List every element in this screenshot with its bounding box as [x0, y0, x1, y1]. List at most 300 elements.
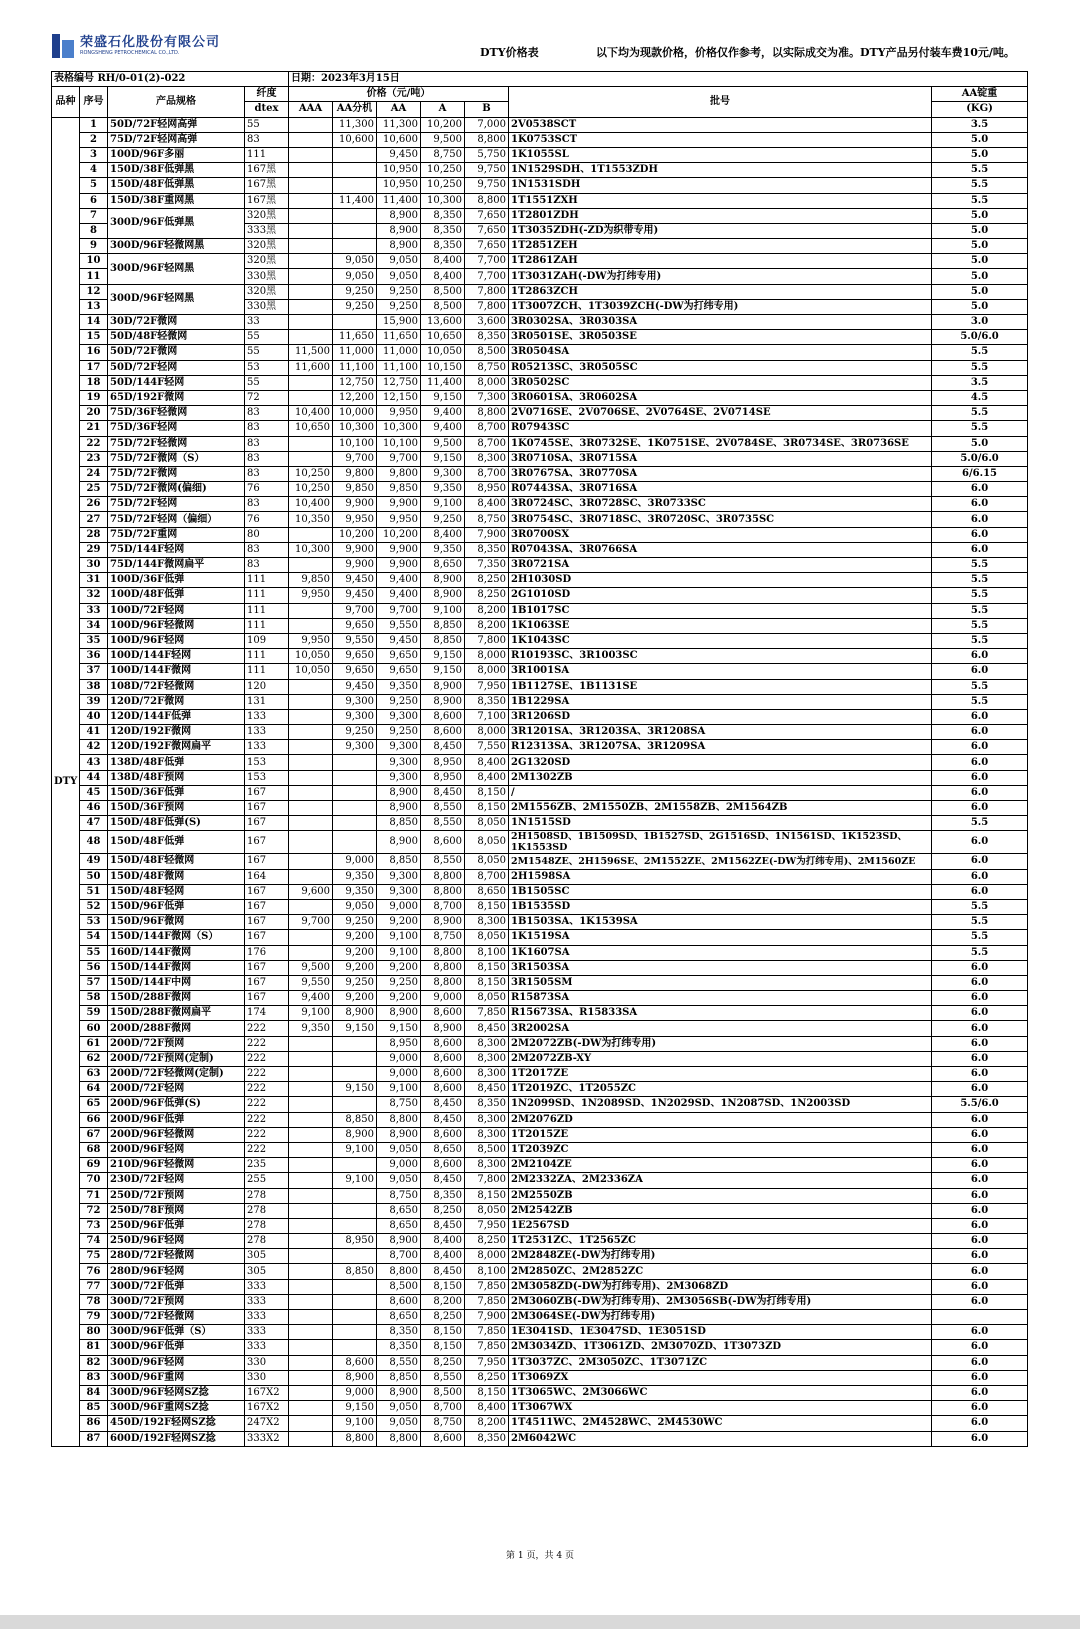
seq-cell: 26 — [80, 497, 108, 512]
dtex-cell: 222 — [245, 1067, 289, 1082]
table-row — [52, 1218, 1028, 1233]
spec-cell: 100D/36F低弹 — [108, 573, 245, 588]
aaa-cell — [289, 163, 333, 178]
table-row — [52, 740, 1028, 755]
seq-cell: 33 — [80, 603, 108, 618]
weight-cell: 6.0 — [932, 527, 1028, 542]
aa-split-cell: 9,900 — [333, 542, 377, 557]
spec-cell: 30D/72F微网 — [108, 315, 245, 330]
batch-cell: 1B1535SD — [509, 899, 932, 914]
b-cell: 8,300 — [465, 1067, 509, 1082]
a-cell: 13,600 — [421, 315, 465, 330]
b-cell: 7,550 — [465, 740, 509, 755]
spec-cell: 120D/192F微网扁平 — [108, 740, 245, 755]
dtex-cell: 247X2 — [245, 1416, 289, 1431]
batch-cell: 1T2861ZAH — [509, 254, 932, 269]
aa-split-cell — [333, 1310, 377, 1325]
aa-cell: 8,900 — [377, 1234, 421, 1249]
table-row — [52, 1249, 1028, 1264]
weight-cell: 6.0 — [932, 960, 1028, 975]
aa-split-cell: 11,000 — [333, 345, 377, 360]
aaa-cell — [289, 1203, 333, 1218]
aa-cell: 9,800 — [377, 466, 421, 481]
table-row — [52, 1203, 1028, 1218]
table-row — [52, 884, 1028, 899]
aa-cell: 8,600 — [377, 1294, 421, 1309]
aaa-cell — [289, 436, 333, 451]
a-cell: 8,250 — [421, 1203, 465, 1218]
batch-cell: 2V0716SE、2V0706SE、2V0764SE、2V0714SE — [509, 406, 932, 421]
dtex-cell: 55 — [245, 375, 289, 390]
batch-cell: 2M2072ZB-XY — [509, 1051, 932, 1066]
dtex-cell: 111 — [245, 649, 289, 664]
table-row — [52, 618, 1028, 633]
aa-cell: 9,650 — [377, 664, 421, 679]
aa-split-cell: 9,650 — [333, 618, 377, 633]
dtex-cell: 131 — [245, 694, 289, 709]
seq-cell: 16 — [80, 345, 108, 360]
weight-cell: 3.0 — [932, 315, 1028, 330]
b-cell: 7,350 — [465, 558, 509, 573]
batch-cell: 2G1010SD — [509, 588, 932, 603]
weight-cell: 5.5 — [932, 558, 1028, 573]
seq-cell: 83 — [80, 1370, 108, 1385]
aaa-cell — [289, 709, 333, 724]
table-row — [52, 801, 1028, 816]
batch-cell: 2M1548ZE、2H1596SE、2M1552ZE、2M1562ZE(-DW为打纬专用)、2M1560ZE — [509, 854, 932, 869]
spec-cell: 250D/96F轻网 — [108, 1234, 245, 1249]
b-cell: 8,800 — [465, 193, 509, 208]
aa-cell: 15,900 — [377, 315, 421, 330]
b-cell: 8,100 — [465, 945, 509, 960]
a-cell: 9,350 — [421, 482, 465, 497]
seq-cell: 2 — [80, 132, 108, 147]
dtex-cell: 320黑 — [245, 284, 289, 299]
weight-cell: 5.0 — [932, 284, 1028, 299]
aaa-cell — [289, 527, 333, 542]
weight-cell: 5.5 — [932, 915, 1028, 930]
col-aa: AA — [377, 102, 421, 117]
spec-cell: 150D/96F微网 — [108, 915, 245, 930]
aa-cell: 9,900 — [377, 497, 421, 512]
dtex-cell: 133 — [245, 740, 289, 755]
dtex-cell: 278 — [245, 1234, 289, 1249]
batch-cell: 1N1529SDH、1T1553ZDH — [509, 163, 932, 178]
dtex-cell: 53 — [245, 360, 289, 375]
b-cell: 7,000 — [465, 117, 509, 132]
aaa-cell: 10,050 — [289, 649, 333, 664]
b-cell: 8,950 — [465, 482, 509, 497]
weight-cell: 6.0 — [932, 1203, 1028, 1218]
aa-cell: 9,250 — [377, 975, 421, 990]
weight-cell: 5.5 — [932, 694, 1028, 709]
spec-cell: 108D/72F轻微网 — [108, 679, 245, 694]
a-cell: 9,150 — [421, 390, 465, 405]
dtex-cell: 167黑 — [245, 163, 289, 178]
aa-cell: 8,850 — [377, 854, 421, 869]
b-cell: 8,150 — [465, 1188, 509, 1203]
a-cell: 8,500 — [421, 299, 465, 314]
table-row — [52, 960, 1028, 975]
aa-split-cell: 9,350 — [333, 884, 377, 899]
seq-cell: 85 — [80, 1401, 108, 1416]
col-seq: 序号 — [80, 87, 108, 117]
weight-cell: 6.0 — [932, 1294, 1028, 1309]
b-cell: 8,400 — [465, 755, 509, 770]
spec-cell: 75D/72F微网（S） — [108, 451, 245, 466]
a-cell: 8,900 — [421, 694, 465, 709]
b-cell: 8,300 — [465, 1112, 509, 1127]
seq-cell: 19 — [80, 390, 108, 405]
weight-cell: 5.5 — [932, 633, 1028, 648]
b-cell: 8,300 — [465, 915, 509, 930]
weight-cell: 6.0 — [932, 1416, 1028, 1431]
seq-cell: 34 — [80, 618, 108, 633]
aa-cell: 8,900 — [377, 1006, 421, 1021]
table-row — [52, 1355, 1028, 1370]
weight-cell: 5.5 — [932, 360, 1028, 375]
batch-cell: 1T2019ZC、1T2055ZC — [509, 1082, 932, 1097]
dtex-cell: 111 — [245, 147, 289, 162]
batch-cell: 1T3037ZC、2M3050ZC、1T3071ZC — [509, 1355, 932, 1370]
dtex-cell: 55 — [245, 117, 289, 132]
table-row — [52, 633, 1028, 648]
b-cell: 5,750 — [465, 147, 509, 162]
aa-split-cell: 11,100 — [333, 360, 377, 375]
weight-cell: 4.5 — [932, 390, 1028, 405]
table-row — [52, 755, 1028, 770]
table-row — [52, 360, 1028, 375]
batch-cell: 1T3067WX — [509, 1401, 932, 1416]
dtex-cell: 222 — [245, 1082, 289, 1097]
batch-cell: R07943SC — [509, 421, 932, 436]
col-batch: 批号 — [509, 87, 932, 117]
seq-cell: 47 — [80, 816, 108, 831]
b-cell: 8,300 — [465, 1127, 509, 1142]
aa-split-cell: 8,900 — [333, 1127, 377, 1142]
a-cell: 8,900 — [421, 1021, 465, 1036]
seq-cell: 53 — [80, 915, 108, 930]
dtex-cell: 83 — [245, 436, 289, 451]
aa-split-cell — [333, 816, 377, 831]
b-cell: 8,150 — [465, 899, 509, 914]
aa-split-cell — [333, 1294, 377, 1309]
aa-split-cell: 9,100 — [333, 1142, 377, 1157]
table-row — [52, 869, 1028, 884]
a-cell: 8,600 — [421, 725, 465, 740]
table-row — [52, 1370, 1028, 1385]
a-cell: 8,600 — [421, 1006, 465, 1021]
b-cell: 8,200 — [465, 1416, 509, 1431]
aa-cell: 9,350 — [377, 679, 421, 694]
aaa-cell — [289, 1431, 333, 1446]
aa-cell: 9,400 — [377, 588, 421, 603]
aa-cell: 9,450 — [377, 147, 421, 162]
a-cell: 8,550 — [421, 801, 465, 816]
spec-cell: 75D/72F轻网高弹 — [108, 132, 245, 147]
aa-cell: 9,700 — [377, 451, 421, 466]
spec-cell: 150D/288F微网 — [108, 991, 245, 1006]
a-cell: 8,350 — [421, 239, 465, 254]
b-cell: 8,000 — [465, 375, 509, 390]
table-row — [52, 1142, 1028, 1157]
aa-split-cell: 11,300 — [333, 117, 377, 132]
seq-cell: 63 — [80, 1067, 108, 1082]
table-row — [52, 406, 1028, 421]
dtex-cell: 111 — [245, 618, 289, 633]
dtex-cell: 153 — [245, 770, 289, 785]
b-cell: 8,150 — [465, 960, 509, 975]
batch-cell: 2M6042WC — [509, 1431, 932, 1446]
aaa-cell — [289, 930, 333, 945]
seq-cell: 71 — [80, 1188, 108, 1203]
spec-cell: 100D/96F轻网 — [108, 633, 245, 648]
b-cell: 8,500 — [465, 1142, 509, 1157]
aa-cell: 8,900 — [377, 239, 421, 254]
aa-split-cell: 9,850 — [333, 482, 377, 497]
seq-cell: 18 — [80, 375, 108, 390]
price-notice: 以下均为现款价格，价格仅作参考，以实际成交为准。DTY产品另付装车费10元/吨。 — [596, 46, 1015, 59]
weight-cell: 5.0 — [932, 254, 1028, 269]
batch-cell: 2M2850ZC、2M2852ZC — [509, 1264, 932, 1279]
seq-cell: 29 — [80, 542, 108, 557]
company-name-cn: 荣盛石化股份有限公司 — [80, 34, 221, 50]
batch-cell: 3R1206SD — [509, 709, 932, 724]
aa-cell: 9,650 — [377, 649, 421, 664]
aa-split-cell: 9,000 — [333, 854, 377, 869]
a-cell: 10,300 — [421, 193, 465, 208]
a-cell: 8,250 — [421, 1310, 465, 1325]
aaa-cell — [289, 239, 333, 254]
batch-cell: 1K0745SE、3R0732SE、1K0751SE、2V0784SE、3R0734SE、3R0736SE — [509, 436, 932, 451]
seq-cell: 70 — [80, 1173, 108, 1188]
spec-cell: 150D/144F中网 — [108, 975, 245, 990]
dtex-cell: 320黑 — [245, 254, 289, 269]
seq-cell: 84 — [80, 1385, 108, 1400]
spec-cell: 200D/72F预网(定制) — [108, 1051, 245, 1066]
aa-cell: 9,050 — [377, 1401, 421, 1416]
weight-cell: 3.5 — [932, 117, 1028, 132]
table-row — [52, 1021, 1028, 1036]
aaa-cell — [289, 1067, 333, 1082]
spec-cell: 100D/144F微网 — [108, 664, 245, 679]
col-aaa: AAA — [289, 102, 333, 117]
dtex-cell: 305 — [245, 1249, 289, 1264]
spec-cell: 300D/96F轻网黑 — [108, 254, 245, 284]
aa-cell: 9,550 — [377, 618, 421, 633]
aa-cell: 9,850 — [377, 482, 421, 497]
seq-cell: 41 — [80, 725, 108, 740]
aaa-cell — [289, 1112, 333, 1127]
weight-cell: 6.0 — [932, 1264, 1028, 1279]
spec-cell: 75D/72F微网(偏细) — [108, 482, 245, 497]
aaa-cell — [289, 315, 333, 330]
aaa-cell — [289, 1310, 333, 1325]
aaa-cell: 9,550 — [289, 975, 333, 990]
a-cell: 11,400 — [421, 375, 465, 390]
seq-cell: 6 — [80, 193, 108, 208]
table-body — [52, 117, 1028, 1446]
aa-split-cell: 9,300 — [333, 740, 377, 755]
seq-cell: 62 — [80, 1051, 108, 1066]
dtex-cell: 235 — [245, 1158, 289, 1173]
aa-cell: 10,100 — [377, 436, 421, 451]
a-cell: 8,450 — [421, 1112, 465, 1127]
aaa-cell — [289, 816, 333, 831]
aaa-cell — [289, 1218, 333, 1233]
aa-split-cell: 9,250 — [333, 284, 377, 299]
batch-cell: 1T4511WC、2M4528WC、2M4530WC — [509, 1416, 932, 1431]
table-row — [52, 497, 1028, 512]
aa-split-cell: 9,200 — [333, 991, 377, 1006]
table-row — [52, 854, 1028, 869]
table-row — [52, 785, 1028, 800]
a-cell: 8,600 — [421, 1431, 465, 1446]
weight-cell: 6.0 — [932, 649, 1028, 664]
a-cell: 9,500 — [421, 132, 465, 147]
aaa-cell: 10,650 — [289, 421, 333, 436]
b-cell: 7,700 — [465, 269, 509, 284]
a-cell: 8,850 — [421, 633, 465, 648]
batch-cell: 2M2104ZE — [509, 1158, 932, 1173]
b-cell: 8,050 — [465, 991, 509, 1006]
table-row — [52, 512, 1028, 527]
batch-cell: 2M2076ZD — [509, 1112, 932, 1127]
aaa-cell — [289, 1325, 333, 1340]
weight-cell: 5.5 — [932, 193, 1028, 208]
spec-cell: 600D/192F轻网SZ捻 — [108, 1431, 245, 1446]
dtex-cell: 83 — [245, 406, 289, 421]
a-cell: 8,600 — [421, 1051, 465, 1066]
weight-cell: 6.0 — [932, 1401, 1028, 1416]
dtex-cell: 83 — [245, 132, 289, 147]
batch-cell: 3R0504SA — [509, 345, 932, 360]
batch-cell: 2M3058ZD(-DW为打纬专用)、2M3068ZD — [509, 1279, 932, 1294]
weight-cell: 5.0 — [932, 132, 1028, 147]
dtex-cell: 167 — [245, 785, 289, 800]
weight-cell: 5.5 — [932, 930, 1028, 945]
b-cell: 9,750 — [465, 163, 509, 178]
aa-cell: 12,750 — [377, 375, 421, 390]
aa-cell: 9,000 — [377, 1051, 421, 1066]
spec-cell: 250D/72F预网 — [108, 1188, 245, 1203]
b-cell: 8,500 — [465, 345, 509, 360]
aaa-cell: 10,250 — [289, 482, 333, 497]
a-cell: 9,150 — [421, 649, 465, 664]
aa-cell: 8,900 — [377, 1385, 421, 1400]
dtex-cell: 167 — [245, 930, 289, 945]
spec-cell: 280D/72F轻微网 — [108, 1249, 245, 1264]
aa-split-cell: 9,450 — [333, 588, 377, 603]
aa-split-cell — [333, 1203, 377, 1218]
col-spec: 产品规格 — [108, 87, 245, 117]
aaa-cell — [289, 117, 333, 132]
table-row — [52, 930, 1028, 945]
spec-cell: 150D/48F微网 — [108, 869, 245, 884]
dtex-cell: 167黑 — [245, 178, 289, 193]
seq-cell: 61 — [80, 1036, 108, 1051]
dtex-cell: 83 — [245, 497, 289, 512]
dtex-cell: 255 — [245, 1173, 289, 1188]
spec-cell: 230D/72F轻网 — [108, 1173, 245, 1188]
batch-cell: 2H1030SD — [509, 573, 932, 588]
spec-cell: 50D/72F轻网 — [108, 360, 245, 375]
aa-cell: 11,650 — [377, 330, 421, 345]
aa-cell: 9,950 — [377, 512, 421, 527]
dtex-cell: 111 — [245, 603, 289, 618]
dtex-cell: 167 — [245, 816, 289, 831]
seq-cell: 23 — [80, 451, 108, 466]
batch-cell: 2G1320SD — [509, 755, 932, 770]
dtex-cell: 72 — [245, 390, 289, 405]
weight-cell: 3.5 — [932, 375, 1028, 390]
batch-cell: R15873SA — [509, 991, 932, 1006]
spec-cell: 200D/72F预网 — [108, 1036, 245, 1051]
batch-cell: / — [509, 785, 932, 800]
aa-split-cell — [333, 147, 377, 162]
spec-cell: 200D/96F轻微网 — [108, 1127, 245, 1142]
table-row — [52, 1036, 1028, 1051]
form-number: 表格编号 RH/0-01(2)-022 — [52, 72, 289, 87]
seq-cell: 77 — [80, 1279, 108, 1294]
a-cell: 8,600 — [421, 1067, 465, 1082]
batch-cell: 2H1598SA — [509, 869, 932, 884]
aaa-cell — [289, 208, 333, 223]
aa-cell: 8,850 — [377, 816, 421, 831]
aaa-cell — [289, 1173, 333, 1188]
aaa-cell: 9,500 — [289, 960, 333, 975]
a-cell: 8,450 — [421, 1218, 465, 1233]
table-row — [52, 254, 1028, 269]
batch-cell: 1B1229SA — [509, 694, 932, 709]
spec-cell: 75D/72F轻微网 — [108, 436, 245, 451]
aa-split-cell: 9,000 — [333, 1385, 377, 1400]
seq-cell: 38 — [80, 679, 108, 694]
seq-cell: 43 — [80, 755, 108, 770]
spec-cell: 150D/38F重网黑 — [108, 193, 245, 208]
batch-cell: 2M1302ZB — [509, 770, 932, 785]
batch-cell: 2M1556ZB、2M1550ZB、2M1558ZB、2M1564ZB — [509, 801, 932, 816]
spec-cell: 138D/48F低弹 — [108, 755, 245, 770]
weight-cell: 5.5 — [932, 899, 1028, 914]
aa-split-cell: 9,100 — [333, 1173, 377, 1188]
weight-cell: 6.0 — [932, 1021, 1028, 1036]
batch-cell: 3R2002SA — [509, 1021, 932, 1036]
aa-cell: 8,900 — [377, 223, 421, 238]
seq-cell: 31 — [80, 573, 108, 588]
aa-cell: 8,650 — [377, 1203, 421, 1218]
seq-cell: 64 — [80, 1082, 108, 1097]
aaa-cell — [289, 1355, 333, 1370]
aa-cell: 9,000 — [377, 1158, 421, 1173]
aa-split-cell: 10,200 — [333, 527, 377, 542]
aaa-cell — [289, 178, 333, 193]
a-cell: 8,900 — [421, 679, 465, 694]
b-cell: 8,000 — [465, 1249, 509, 1264]
table-row — [52, 1294, 1028, 1309]
b-cell: 8,400 — [465, 1401, 509, 1416]
aa-cell: 9,300 — [377, 755, 421, 770]
spec-cell: 120D/72F微网 — [108, 694, 245, 709]
spec-cell: 200D/96F低弹 — [108, 1112, 245, 1127]
batch-cell: 1T2863ZCH — [509, 284, 932, 299]
table-row — [52, 915, 1028, 930]
weight-cell: 5.5 — [932, 345, 1028, 360]
aaa-cell: 9,100 — [289, 1006, 333, 1021]
aaa-cell — [289, 390, 333, 405]
spec-cell: 200D/72F轻网 — [108, 1082, 245, 1097]
b-cell: 8,300 — [465, 1158, 509, 1173]
